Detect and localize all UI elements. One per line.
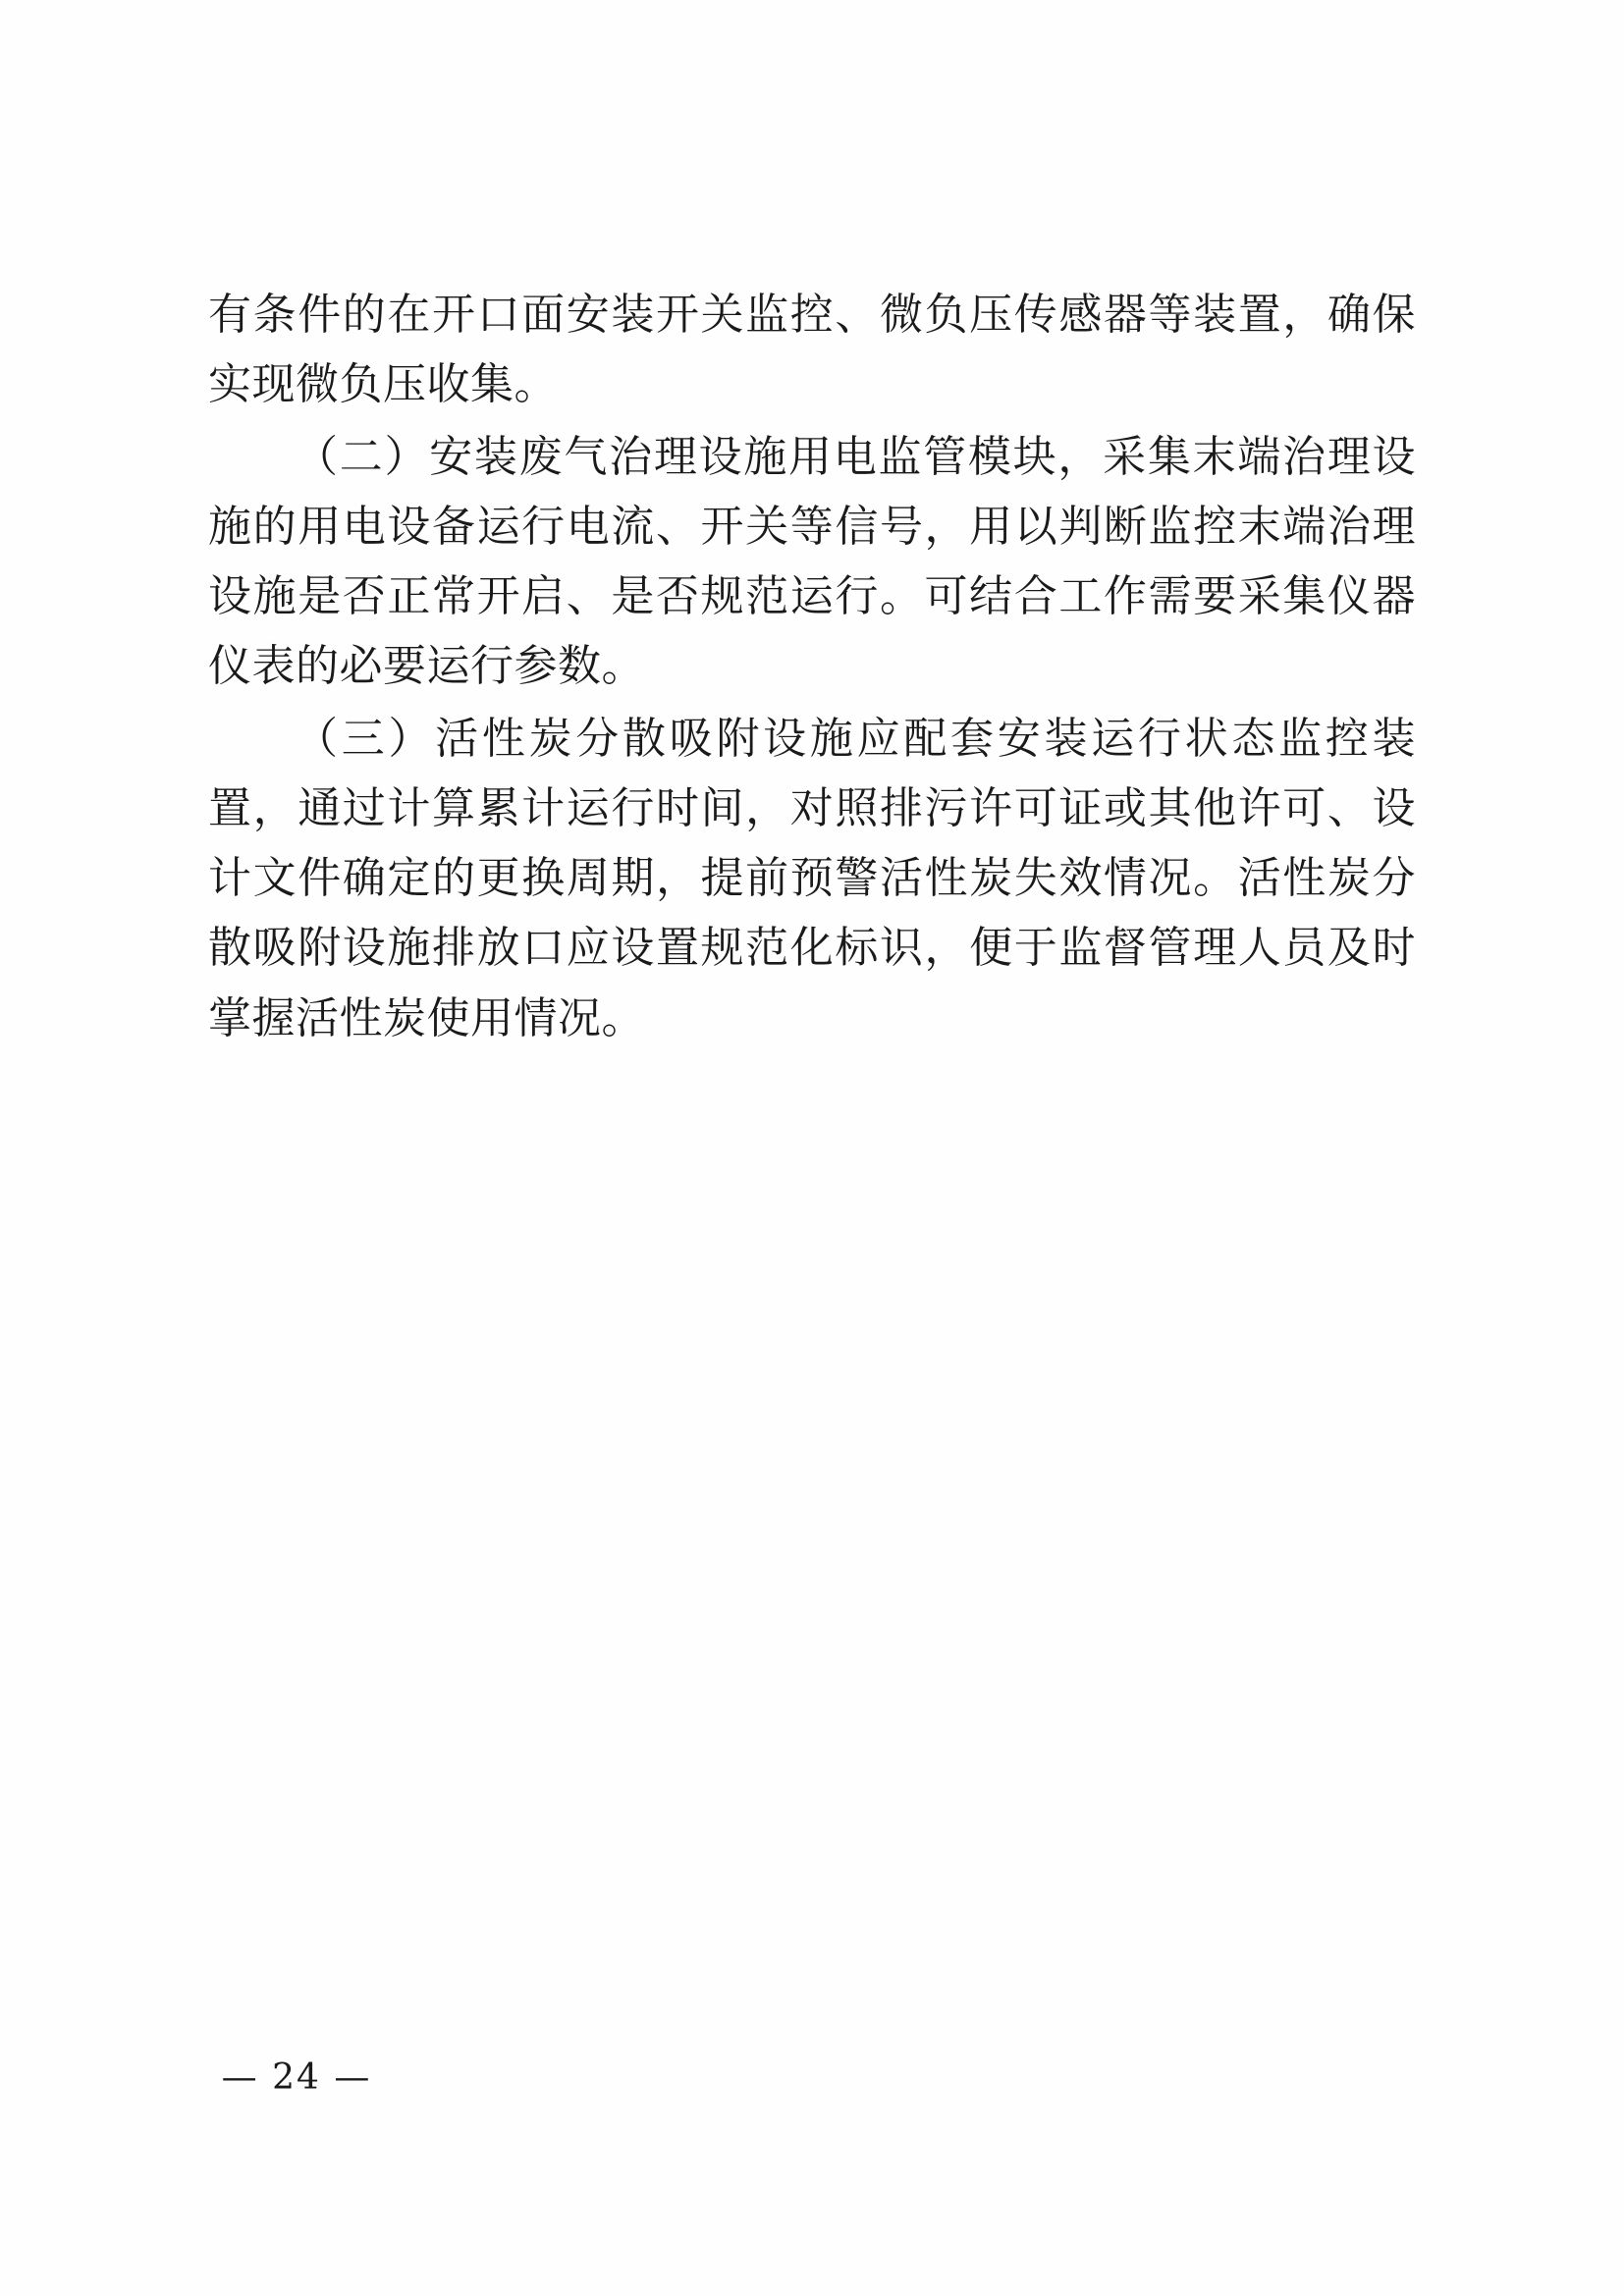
page-number: — 24 — [221,2057,372,2098]
paragraph-item-two: （二）安装废气治理设施用电监管模块，采集末端治理设施的用电设备运行电流、开关等信号，用以判断监控末端治理设施是否正常开启、是否规范运行。可结合工作需要采集仪器仪表的必要运行参数。 [208,431,1416,692]
paragraph-item-three: （三）活性炭分散吸附设施应配套安装运行状态监控装置，通过计算累计运行时间，对照排污许可证或其他许可、设计文件确定的更换周期，提前预警活性炭失效情况。活性炭分散吸附设施排放口应设置规范化标识，便于监督管理人员及时掌握活性炭使用情况。 [208,713,1416,1043]
page-footer [0,2057,1624,2098]
document-body [208,280,1416,1055]
paragraph-continued: 有条件的在开口面安装开关监控、微负压传感器等装置，确保实现微负压收集。 [208,290,1416,410]
